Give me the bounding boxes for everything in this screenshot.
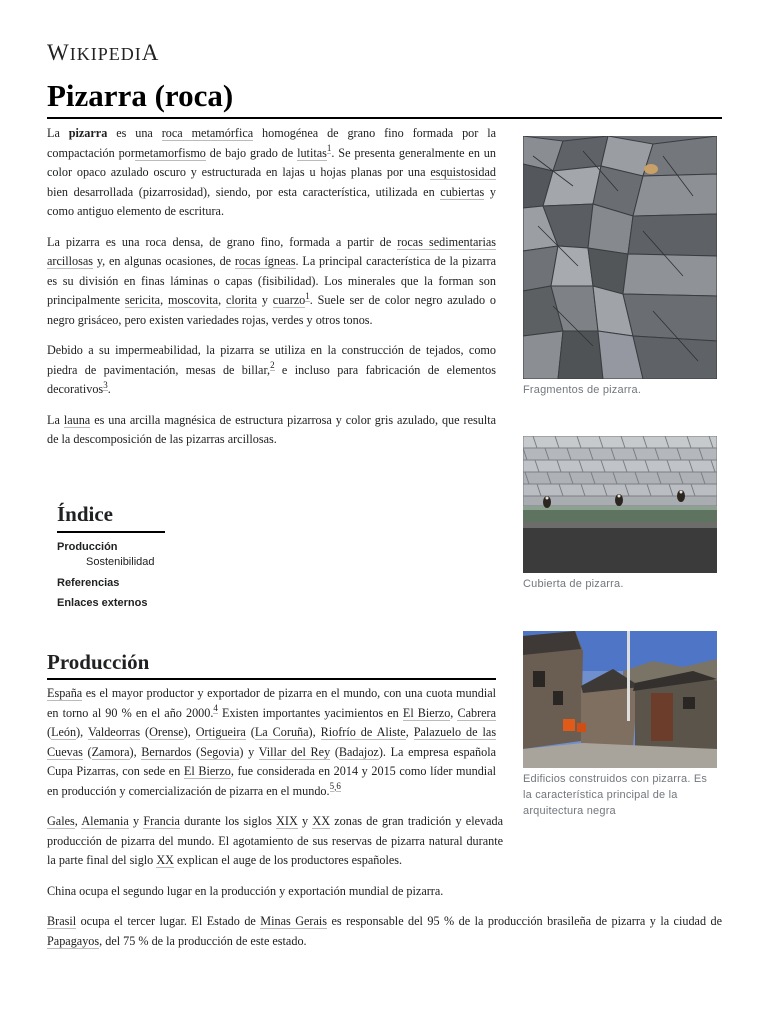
wikipedia-wordmark[interactable] <box>47 40 159 66</box>
link-papagayos[interactable]: Papagayos <box>47 933 100 948</box>
title-divider <box>47 117 722 119</box>
intro-paragraph-4: La launa es una arcilla magnésica de estructura pizarrosa y color gris azulado, que resulta de la descomposición de las pizarras arcillosas. <box>47 412 496 446</box>
ref-1b[interactable]: 1 <box>305 290 310 301</box>
intro-paragraph-3: Debido a su impermeabilidad, la pizarra se utiliza en la construcción de tejados, como piedra de pavimentación, mesas de billar,$^2$ e incluso para fabricación de elementos decorativos$^3$. <box>47 343 496 396</box>
ref-3[interactable]: 3 <box>103 379 108 390</box>
toc-item-produccion[interactable]: Producción <box>57 541 118 553</box>
link-sericita[interactable]: sericita <box>124 293 161 307</box>
wordmark-a: A <box>141 40 160 65</box>
link-cabrera[interactable]: Cabrera <box>457 705 497 720</box>
ref-4[interactable]: 4 <box>213 703 218 714</box>
figure-slate-buildings <box>523 631 717 819</box>
ref-5[interactable]: 5 <box>329 781 335 792</box>
produccion-column <box>47 684 496 812</box>
link-cuarzo[interactable]: cuarzo <box>272 293 306 307</box>
caption-edificios: Edificios construidos con pizarra. Es la característica principal de la arquitectura negra <box>523 773 708 817</box>
link-zamora[interactable]: Zamora <box>91 744 130 759</box>
link-alemania[interactable]: Alemania <box>81 814 129 828</box>
page-title: Pizarra (roca) <box>47 78 234 113</box>
link-ortigueira[interactable]: Ortigueira <box>195 725 246 739</box>
caption-cubierta: Cubierta de pizarra. <box>523 578 624 590</box>
produccion-paragraph-1: España es el mayor productor y exportador de pizarra en el mundo, con una cuota mundial en torno al 90 % en el año 2000.$^4$ Existen importantes yacimientos en El Bierzo, Cabrera (León), Valdeorras (Orense), Ortigueira (La Coruña), Riofrío de Aliste, Palazuelo de las Cuevas (Zamora), Bernardos (Segovia) y Villar del Rey (Badajoz). La empresa española Cupa Pizarras, con sede en El Bierzo, fue considerada en 2014 y 2015 como líder mundial en producción y comercialización de pizarra en el mundo.$^{5,6}$ <box>47 686 497 798</box>
section-divider <box>47 678 496 680</box>
link-gales[interactable]: Gales <box>47 814 75 828</box>
intro-section <box>47 124 496 461</box>
link-riofrio-de-aliste[interactable]: Riofrío de Aliste <box>320 725 406 739</box>
link-leon[interactable]: León <box>51 725 77 739</box>
slate-buildings-image[interactable] <box>523 631 717 768</box>
ref-1[interactable]: 1 <box>326 143 332 154</box>
link-clorita[interactable]: clorita <box>225 293 258 307</box>
intro-paragraph-2: La pizarra es una roca densa, de grano fino, formada a partir de rocas sedimentarias arcillosas y, en algunas ocasiones, de rocas ígneas. La principal característica de la pizarra es su división en finas láminas o capas (fisibilidad). Los minerales que la forman son principalmente sericita, moscovita, clorita y cuarzo$^1$. Suele ser de color negro azulado o negro grisáceo, pero existen variedades rojas, verdes y otros tonos. <box>47 234 497 327</box>
produccion-paragraph-2: Gales, Alemania y Francia durante los siglos XIX y XX zonas de gran tradición y elevada producción de pizarra del mundo. El agotamiento de sus reservas de pizarra natural durante la parte final del siglo XX explican el auge de los productores españoles. <box>47 814 504 867</box>
link-villar-del-rey[interactable]: Villar del Rey <box>258 744 331 759</box>
link-orense[interactable]: Orense <box>149 725 184 739</box>
link-segovia[interactable]: Segovia <box>200 744 240 759</box>
link-roca-metamorfica[interactable]: roca metamórfica <box>161 126 254 140</box>
toc-divider <box>57 531 165 533</box>
link-minas-gerais[interactable]: Minas Gerais <box>260 914 328 928</box>
link-moscovita[interactable]: moscovita <box>167 293 219 307</box>
intro-paragraph-1: La pizarra es una roca metamórfica homogénea de grano fino formada por la compactación pormetamorfismo de bajo grado de lutitas$^1$. Se presenta generalmente en un color opaco azulado oscuro y estructurada en lajas u hojas planas por una esquistosidad bien desarrollada (pizarrosidad), siendo, por esta característica, utilizada en cubiertas y como antiguo elemento de escritura. <box>47 126 497 218</box>
link-rocas-sedimentarias[interactable]: rocas sedimentarias arcillosas <box>47 234 496 268</box>
link-lutitas[interactable]: lutitas <box>297 145 327 160</box>
figure-slate-roof <box>523 436 717 592</box>
produccion-wide <box>47 812 722 962</box>
table-of-contents <box>57 502 167 609</box>
link-brasil[interactable]: Brasil <box>47 914 77 928</box>
link-espana[interactable]: España <box>47 686 83 700</box>
section-heading-produccion: Producción <box>47 650 150 674</box>
toc-item-sostenibilidad[interactable]: Sostenibilidad <box>86 556 155 568</box>
caption-fragmentos: Fragmentos de pizarra. <box>523 384 642 396</box>
figure-slate-fragments <box>523 136 717 398</box>
slate-fragments-image[interactable] <box>523 136 717 379</box>
link-bernardos[interactable]: Bernardos <box>141 744 192 759</box>
wordmark-w: W <box>47 40 70 65</box>
link-la-coruna[interactable]: La Coruña <box>254 725 309 739</box>
link-metamorfismo[interactable]: metamorfismo <box>134 145 206 160</box>
link-badajoz[interactable]: Badajoz <box>338 744 379 759</box>
link-esquistosidad[interactable]: esquistosidad <box>430 165 496 179</box>
link-rocas-igneas[interactable]: rocas ígneas <box>234 254 296 268</box>
wordmark-middle: IKIPEDI <box>69 44 142 64</box>
link-siglo-xx[interactable]: XX <box>312 814 330 828</box>
link-francia[interactable]: Francia <box>143 814 180 828</box>
link-siglo-xx-2[interactable]: XX <box>156 853 174 867</box>
slate-roof-image[interactable] <box>523 436 717 573</box>
link-el-bierzo-2[interactable]: El Bierzo <box>183 764 231 778</box>
produccion-paragraph-3: China ocupa el segundo lugar en la producción y exportación mundial de pizarra. <box>47 883 444 898</box>
link-el-bierzo[interactable]: El Bierzo <box>402 705 451 720</box>
link-launa[interactable]: launa <box>63 412 91 427</box>
link-valdeorras[interactable]: Valdeorras <box>87 725 141 739</box>
toc-title: Índice <box>57 502 114 526</box>
toc-item-referencias[interactable]: Referencias <box>57 577 120 589</box>
toc-item-enlaces-externos[interactable]: Enlaces externos <box>57 597 148 609</box>
link-siglo-xix[interactable]: XIX <box>276 814 298 828</box>
link-cubiertas[interactable]: cubiertas <box>440 184 485 199</box>
ref-6[interactable]: 6 <box>336 781 341 792</box>
link-palazuelo[interactable]: Palazuelo de las Cuevas <box>47 725 497 759</box>
ref-2[interactable]: 2 <box>270 360 275 371</box>
produccion-paragraph-4: Brasil ocupa el tercer lugar. El Estado de Minas Gerais es responsable del 95 % de la producción brasileña de pizarra y la ciudad de Papagayos, del 75 % de la producción de este estado. <box>47 914 722 948</box>
